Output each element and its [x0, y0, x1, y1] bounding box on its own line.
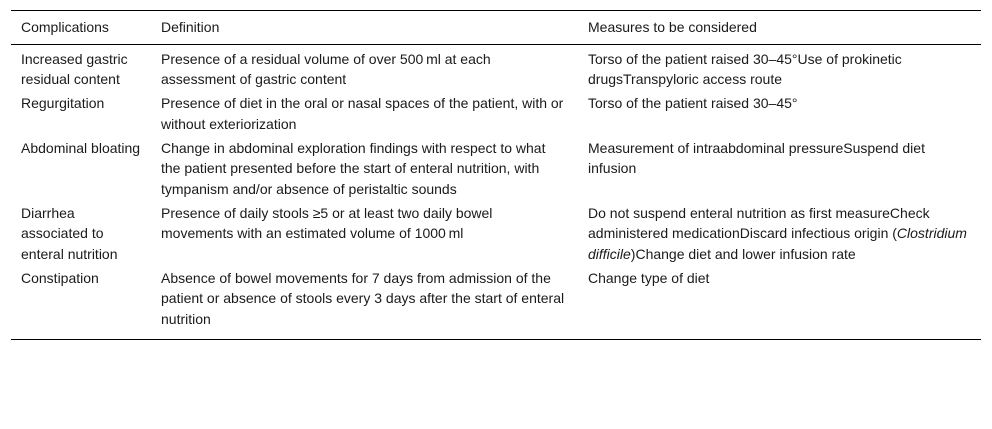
- complication-cell: Increased gastric residual content: [21, 50, 128, 88]
- header-measures: Measures to be considered: [588, 19, 757, 35]
- definition-cell: Presence of daily stools ≥5 or at least two daily bowel movements with an estimated volume of 1000 ml: [161, 204, 493, 242]
- header-definition: Definition: [161, 19, 220, 35]
- complications-table: [11, 10, 981, 340]
- table-row: [11, 265, 981, 340]
- measures-text: )Change diet and lower infusion rate: [630, 246, 856, 263]
- header-row: [11, 11, 981, 45]
- measures-cell: Torso of the patient raised 30–45°Use of prokinetic drugsTranspyloric access route: [588, 50, 902, 88]
- definition-cell: Absence of bowel movements for 7 days from admission of the patient or absence of stools every 3 days after the start of enteral nutrition: [161, 269, 565, 328]
- table-header: [11, 11, 981, 45]
- measures-cell: Change type of diet: [588, 269, 710, 286]
- definition-cell: Presence of diet in the oral or nasal spaces of the patient, with or without exteriorization: [161, 95, 564, 132]
- table-body: [11, 44, 981, 339]
- table-row: [11, 200, 981, 265]
- definition-cell: Presence of a residual volume of over 500 ml at each assessment of gastric content: [161, 50, 491, 88]
- organism-name: Clostridium difficile: [588, 225, 967, 263]
- measures-text: Do not suspend enteral nutrition as first measureCheck administered medicationDiscard infectious origin (: [588, 204, 930, 242]
- measures-cell: Measurement of intraabdominal pressureSuspend diet infusion: [588, 139, 925, 177]
- measures-cell: [578, 200, 981, 265]
- header-complications: Complications: [21, 19, 109, 35]
- table-row: [11, 135, 981, 200]
- table-row: [11, 90, 981, 134]
- complication-cell: Abdominal bloating: [21, 139, 141, 156]
- measures-cell: Torso of the patient raised 30–45°: [588, 95, 798, 112]
- table-row: [11, 44, 981, 90]
- complication-cell: Constipation: [21, 269, 99, 286]
- definition-cell: Change in abdominal exploration findings with respect to what the patient presented before the start of enteral nutrition, with tympanism and/or absence of peristaltic sounds: [161, 139, 546, 197]
- complication-cell: Regurgitation: [21, 95, 105, 112]
- complication-cell: Diarrhea associated to enteral nutrition: [21, 204, 118, 263]
